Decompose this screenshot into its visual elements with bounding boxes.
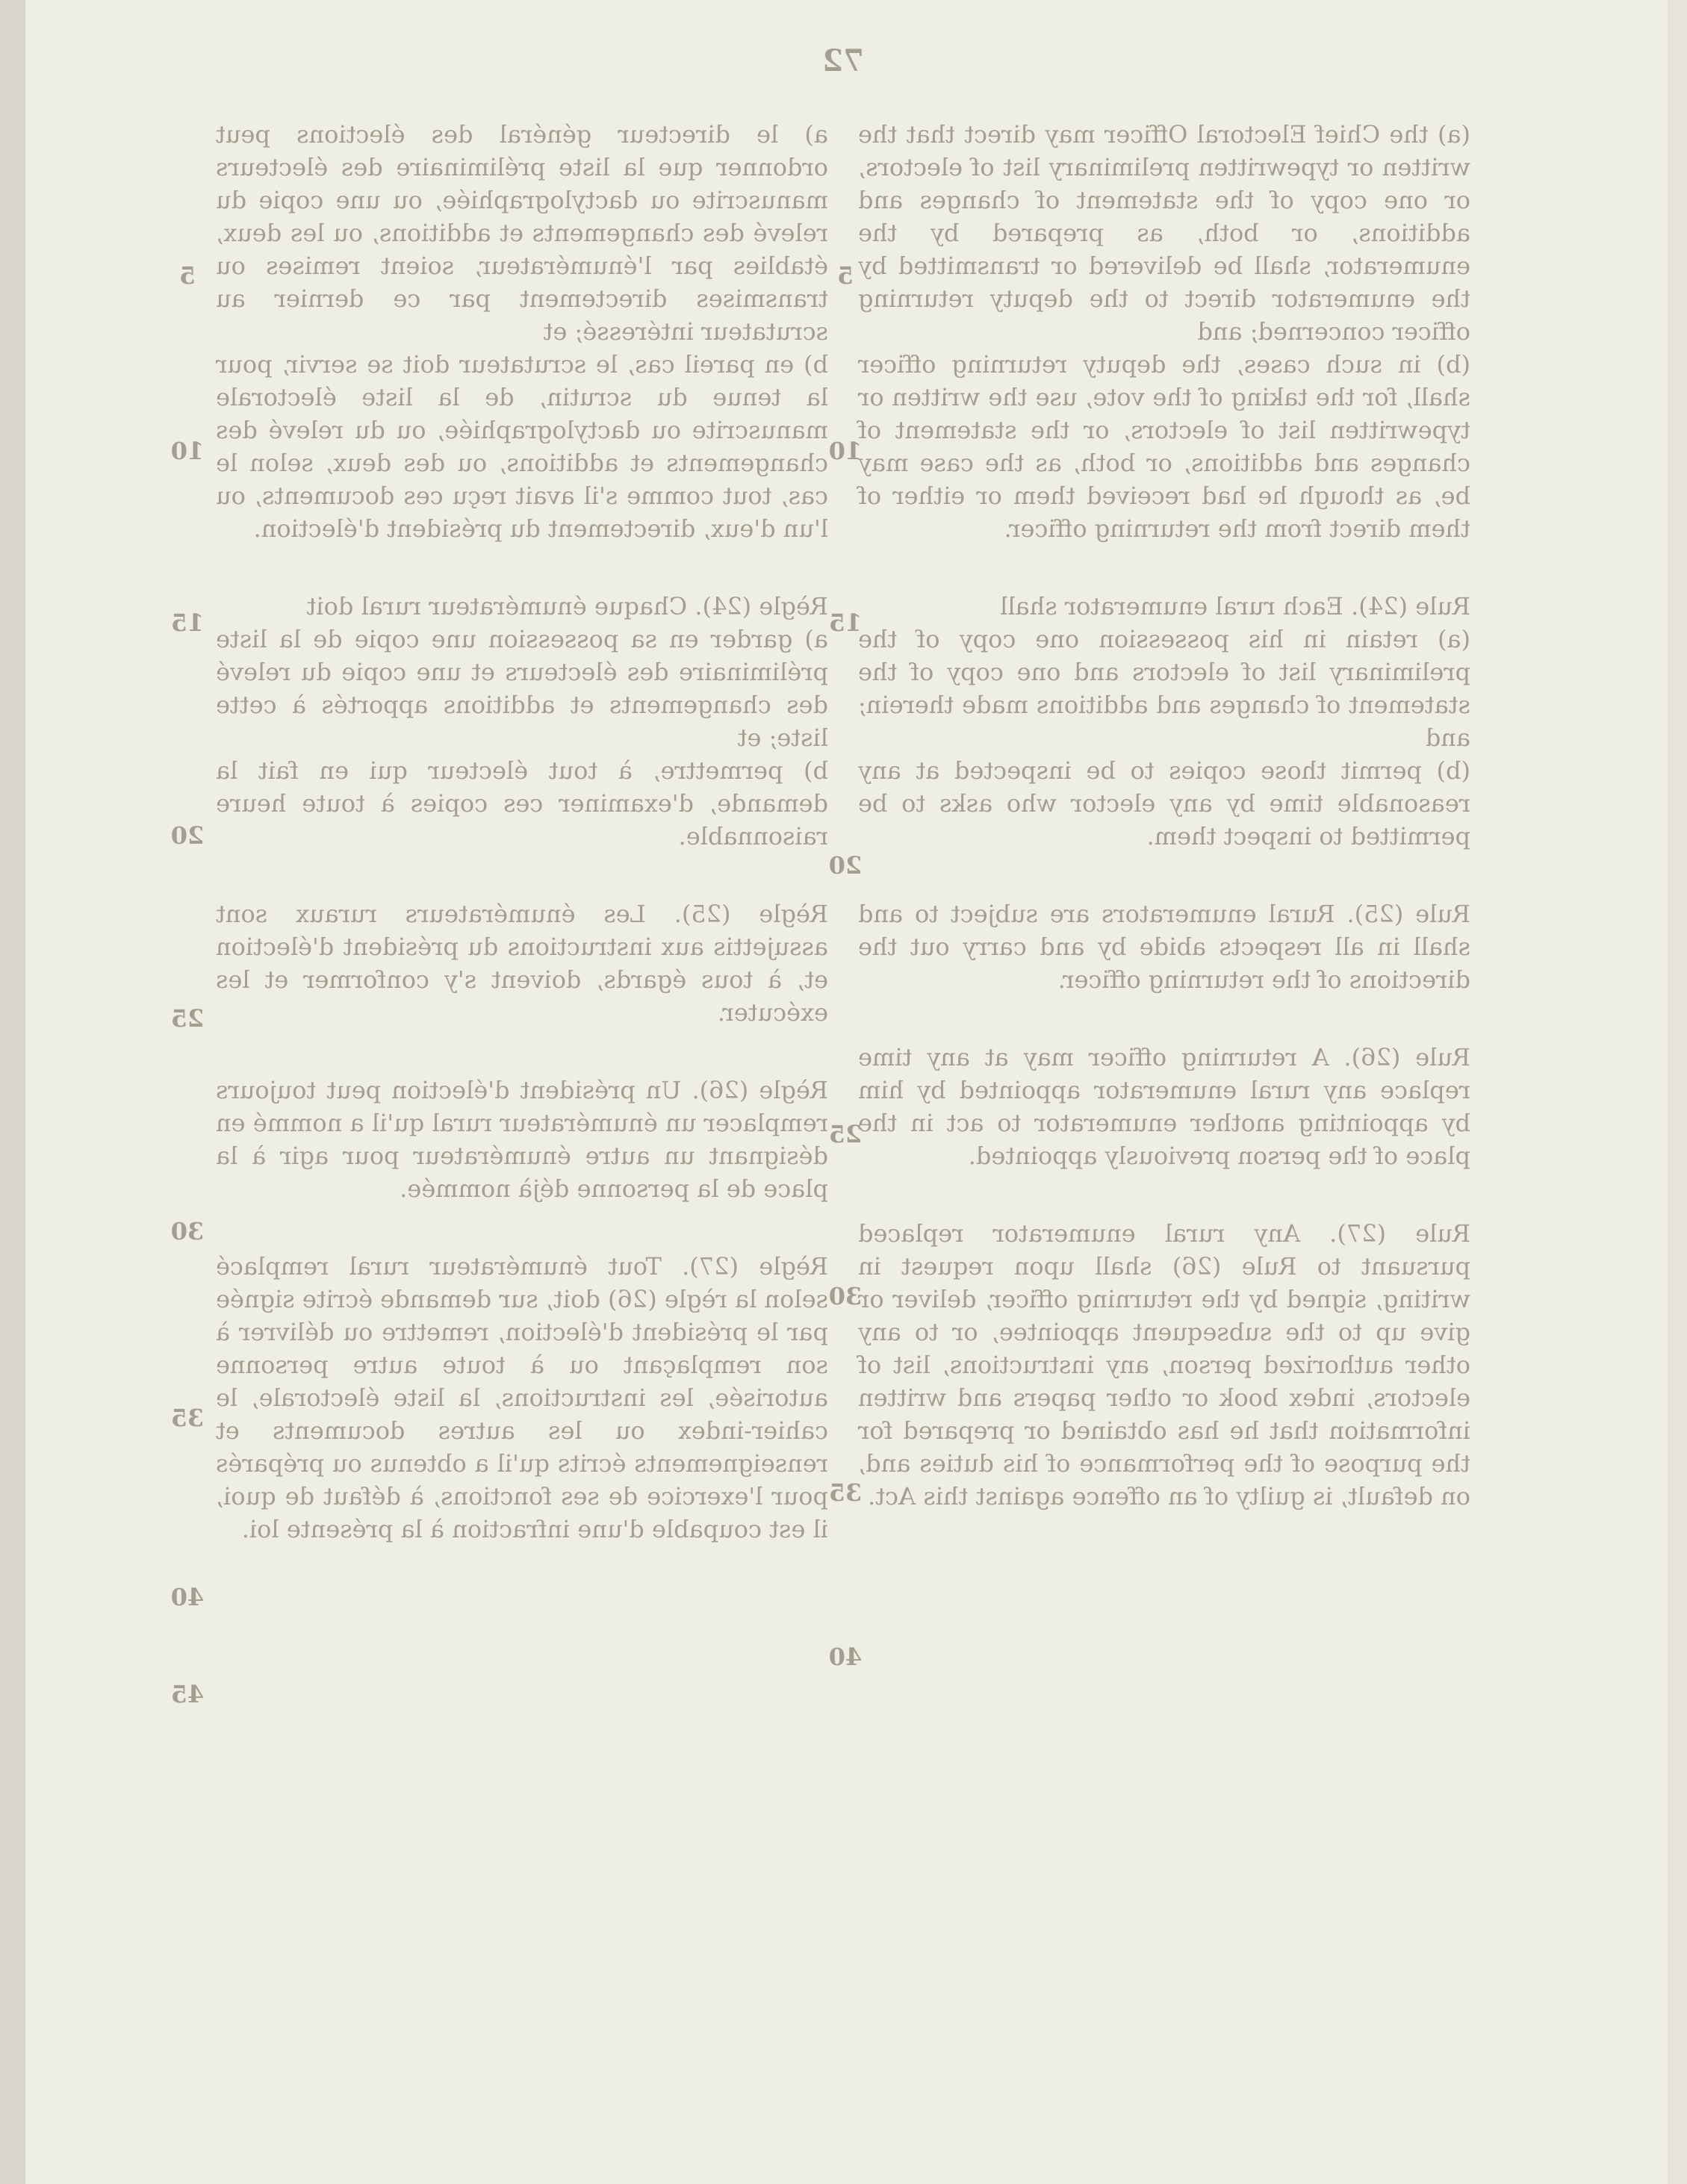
english-column xyxy=(858,118,1470,1513)
english-rule-25: Rule (25). Rural enumerators are subject to and shall in all respects abide by and carry out the directions of the returning officer. xyxy=(858,900,1470,994)
english-rule-26: Rule (26). A returning officer may at any time replace any rural enumerator appointed by him by appointing another enumerator to act in the place of the person previously appointed. xyxy=(858,1043,1470,1170)
line-number: 25 xyxy=(170,1004,205,1033)
line-number: 15 xyxy=(170,609,205,637)
line-number: 40 xyxy=(170,1583,205,1611)
english-paragraph-b: (b) in such cases, the deputy returning officer shall, for the taking of the vote, use the written or typewritten list of electors, or the statement of changes and additions, or both, as the case may be, as though he had received them or either of them direct from the returning officer. xyxy=(858,350,1470,543)
french-rule-26: Règle (26). Un président d'élection peut toujours remplacer un énumérateur rural qu'il a nommé en désignant un autre énumérateur pour agir à la place de la personne déjà nommée. xyxy=(216,1076,828,1203)
line-number: 20 xyxy=(170,821,205,850)
line-number: 35 xyxy=(170,1404,205,1432)
english-rule-27: Rule (27). Any rural enumerator replaced pursuant to Rule (26) shall upon request in writing, signed by the returning officer, deliver or give up to the subsequent appointee, or to any other authorized person, any instructions, list of electors, index book or other papers and written information that he has obtained or prepared for the purpose of the performance of his duties and, on default, is guilty of an offence against this Act. xyxy=(858,1219,1470,1511)
line-number: 20 xyxy=(828,851,863,880)
line-number: 15 xyxy=(828,609,863,637)
french-rule-25: Règle (25). Les énumérateurs ruraux sont assujettis aux instructions du président d'élection et, à tous égards, doivent s'y conformer et les exécuter. xyxy=(216,900,828,1027)
line-number: 35 xyxy=(828,1478,863,1507)
line-number: 30 xyxy=(828,1282,863,1310)
english-rule-24-b: (b) permit those copies to be inspected at any reasonable time by any elector who asks to be permitted to inspect them. xyxy=(858,756,1470,850)
french-column xyxy=(216,118,828,1546)
line-number: 10 xyxy=(828,437,863,465)
french-rule-24-a: a) garder en sa possession une copie de la liste préliminaire des électeurs et une copie du relevé des changements et additions apportés à cette liste; et xyxy=(216,625,828,752)
french-rule-24: Règle (24). Chaque énumérateur rural doit xyxy=(306,592,828,620)
french-rule-27: Règle (27). Tout énumérateur rural remplacé selon la règle (26) doit, sur demande écrite signée par le président d'élection, remettre ou délivrer à son remplaçant ou à toute autre personne autorisée, les instructions, la liste électorale, le cahier-index ou les autres documents et renseignements écrits qu'il a obtenus ou préparés pour l'exercice de ses fonctions, à défaut de quoi, il est coupable d'une infraction à la présente loi. xyxy=(216,1252,828,1543)
line-number: 5 xyxy=(836,261,854,290)
page-number: 72 xyxy=(822,43,864,78)
english-paragraph-a: (a) the Chief Electoral Officer may direct that the written or typewritten preliminary list of electors, or one copy of the statement of changes and additions, or both, as prepared by the enumerator, shall be delivered or transmitted by the enumerator direct to the deputy returning officer concerned; and xyxy=(858,120,1470,346)
french-paragraph-b: b) en pareil cas, le scrutateur doit se servir, pour la tenue du scrutin, de la liste électorale manuscrite ou dactylographiée, ou du relevé des changements et additions, ou des deux, selon le cas, tout comme s'il avait reçu ces documents, ou l'un d'eux, directement du président d'élection. xyxy=(216,350,828,543)
line-number: 30 xyxy=(170,1217,205,1245)
french-paragraph-a: a) le directeur général des élections peut ordonner que la liste préliminaire des électeurs manuscrite ou dactylographiée, ou une copie du relevé des changements et additions, ou les deux, établies par l'énumérateur, soient remises ou transmises directement par ce dernier au scrutateur intéressé; et xyxy=(216,120,828,346)
line-number: 25 xyxy=(828,1120,863,1148)
line-number: 5 xyxy=(178,261,196,290)
line-number: 40 xyxy=(828,1643,863,1671)
french-rule-24-b: b) permettre, à tout électeur qui en fait la demande, d'examiner ces copies à toute heure raisonnable. xyxy=(216,756,828,850)
line-number: 45 xyxy=(170,1680,205,1708)
english-rule-24: Rule (24). Each rural enumerator shall xyxy=(1000,592,1470,620)
english-rule-24-a: (a) retain in his possession one copy of the preliminary list of electors and one copy of the statement of changes and additions made therein; and xyxy=(858,625,1470,752)
line-number: 10 xyxy=(170,437,205,465)
